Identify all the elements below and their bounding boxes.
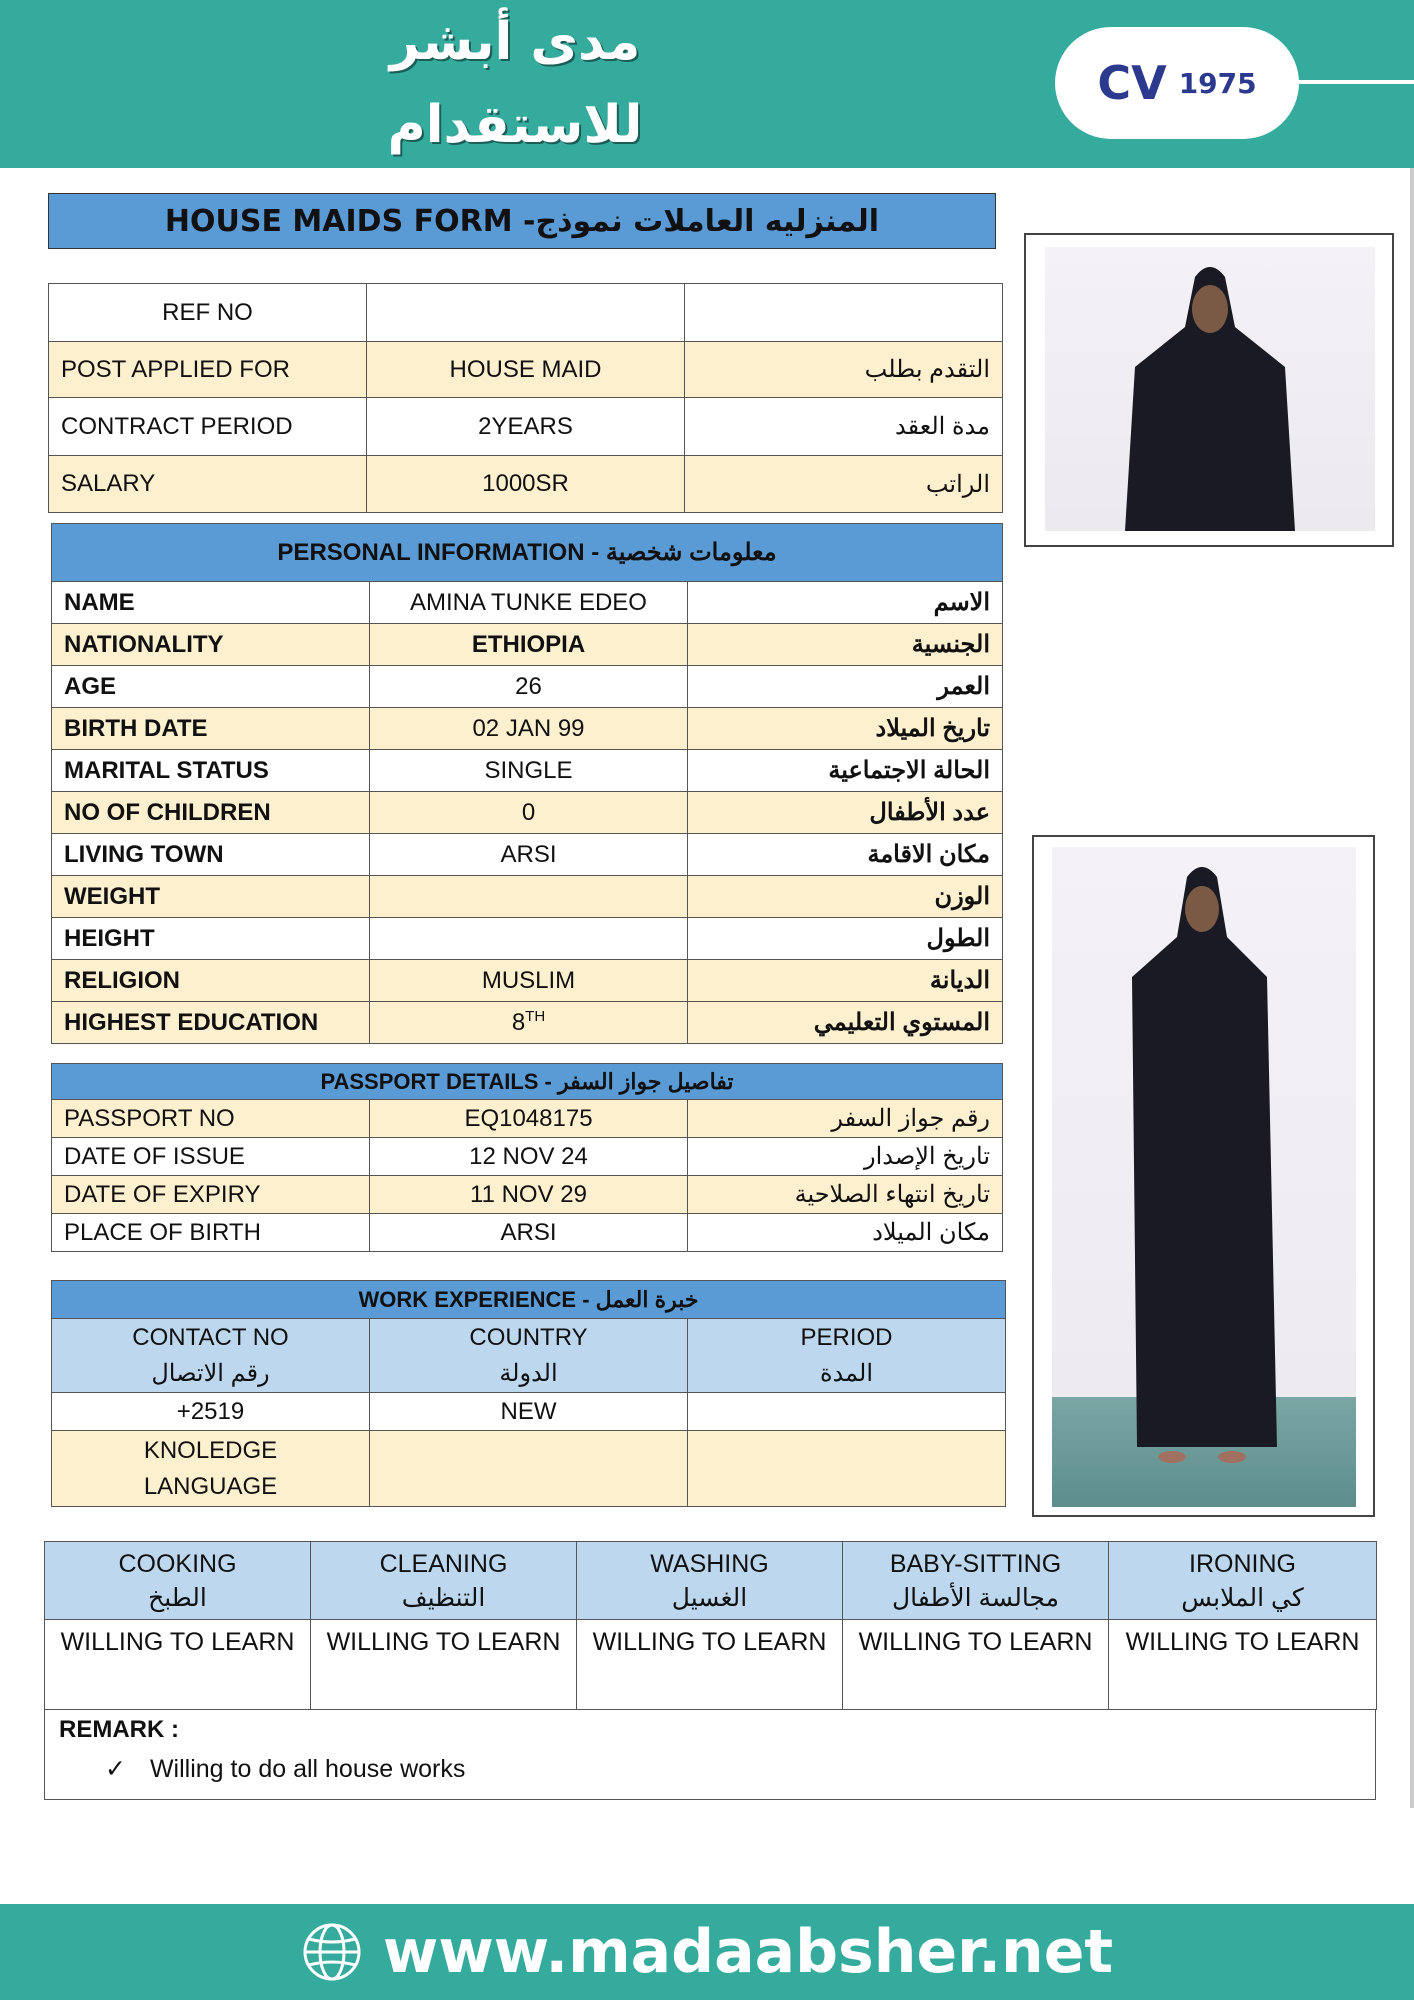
row-label-ar: الراتب bbox=[685, 456, 1003, 513]
table-row bbox=[52, 582, 1003, 624]
column-header-en: CONTACT NO bbox=[132, 1323, 289, 1351]
passport-header: PASSPORT DETAILS - تفاصيل جواز السفر bbox=[52, 1064, 1003, 1100]
skill-label-ar: التنظيف bbox=[401, 1583, 486, 1612]
row-label: AGE bbox=[52, 666, 370, 708]
row-label: BIRTH DATE bbox=[52, 708, 370, 750]
skill-header bbox=[1109, 1542, 1377, 1620]
row-label: WEIGHT bbox=[52, 876, 370, 918]
knowledge-language-label bbox=[52, 1431, 370, 1507]
cv-badge bbox=[1055, 27, 1299, 139]
row-label-ar: مكان الاقامة bbox=[688, 834, 1003, 876]
skill-header bbox=[577, 1542, 843, 1620]
row-label-ar: الاسم bbox=[688, 582, 1003, 624]
table-row bbox=[52, 1138, 1003, 1176]
row-label-ar: المستوي التعليمي bbox=[688, 1002, 1003, 1044]
knowledge-label: KNOLEDGE bbox=[143, 1436, 278, 1464]
cv-number: 1975 bbox=[1178, 66, 1257, 100]
column-header bbox=[52, 1319, 370, 1393]
ref-empty bbox=[685, 284, 1003, 342]
row-label: MARITAL STATUS bbox=[52, 750, 370, 792]
skill-label-ar: مجالسة الأطفال bbox=[892, 1583, 1059, 1612]
row-label: SALARY bbox=[49, 456, 367, 513]
row-value: 26 bbox=[370, 666, 688, 708]
skill-label-en: COOKING bbox=[118, 1549, 237, 1578]
row-label-ar: تاريخ الإصدار bbox=[688, 1138, 1003, 1176]
row-label-ar: تاريخ الميلاد bbox=[688, 708, 1003, 750]
table-row bbox=[52, 750, 1003, 792]
page-edge bbox=[1410, 168, 1414, 1808]
row-label-ar: مدة العقد bbox=[685, 398, 1003, 456]
row-label: NAME bbox=[52, 582, 370, 624]
row-value: ARSI bbox=[370, 834, 688, 876]
header-banner bbox=[0, 0, 1414, 168]
row-value: 1000SR bbox=[367, 456, 685, 513]
table-row bbox=[52, 1393, 1006, 1431]
table-row bbox=[52, 918, 1003, 960]
skill-value: WILLING TO LEARN bbox=[577, 1620, 843, 1710]
checkmark-icon: ✓ bbox=[105, 1755, 126, 1783]
logo-text-line1: مدى أبشر bbox=[389, 12, 641, 72]
row-label-ar: الوزن bbox=[688, 876, 1003, 918]
table-row bbox=[52, 834, 1003, 876]
table-row bbox=[45, 1620, 1377, 1710]
row-value: 2YEARS bbox=[367, 398, 685, 456]
row-value bbox=[370, 1002, 688, 1044]
skill-label-en: BABY-SITTING bbox=[889, 1549, 1062, 1578]
row-label: PASSPORT NO bbox=[52, 1100, 370, 1138]
contact-value: +2519 bbox=[52, 1393, 370, 1431]
row-label: PLACE OF BIRTH bbox=[52, 1214, 370, 1252]
row-value: 12 NOV 24 bbox=[370, 1138, 688, 1176]
skill-header bbox=[843, 1542, 1109, 1620]
skill-value: WILLING TO LEARN bbox=[843, 1620, 1109, 1710]
skill-label-en: WASHING bbox=[650, 1549, 769, 1578]
skill-label-ar: الطبخ bbox=[148, 1583, 207, 1612]
row-label-ar: تاريخ انتهاء الصلاحية bbox=[688, 1176, 1003, 1214]
table-row bbox=[52, 960, 1003, 1002]
row-label-ar: الحالة الاجتماعية bbox=[688, 750, 1003, 792]
row-value: EQ1048175 bbox=[370, 1100, 688, 1138]
row-value bbox=[370, 918, 688, 960]
column-header bbox=[370, 1319, 688, 1393]
table-header bbox=[52, 1281, 1006, 1319]
language-label: LANGUAGE bbox=[143, 1472, 278, 1500]
remark-box bbox=[44, 1709, 1376, 1800]
row-value: MUSLIM bbox=[370, 960, 688, 1002]
personal-info-table bbox=[51, 523, 1003, 1044]
table-row bbox=[52, 708, 1003, 750]
knowledge-value bbox=[688, 1431, 1006, 1507]
table-row bbox=[52, 666, 1003, 708]
table-row bbox=[52, 792, 1003, 834]
column-header-ar: الدولة bbox=[499, 1359, 558, 1387]
full-body-photo bbox=[1052, 847, 1356, 1507]
education-value-sup: TH bbox=[525, 1008, 546, 1025]
person-portrait-icon bbox=[1045, 247, 1375, 531]
table-row bbox=[52, 1176, 1003, 1214]
table-row bbox=[52, 1100, 1003, 1138]
website-link[interactable]: www.madaabsher.net bbox=[382, 1917, 1114, 1987]
row-value: 11 NOV 29 bbox=[370, 1176, 688, 1214]
ref-label: REF NO bbox=[49, 284, 367, 342]
row-value: HOUSE MAID bbox=[367, 342, 685, 398]
skill-value: WILLING TO LEARN bbox=[311, 1620, 577, 1710]
row-label: POST APPLIED FOR bbox=[49, 342, 367, 398]
skill-label-en: IRONING bbox=[1189, 1549, 1296, 1578]
logo-text-line2: للاستقدام bbox=[387, 95, 643, 155]
row-label-ar: مكان الميلاد bbox=[688, 1214, 1003, 1252]
row-label: DATE OF ISSUE bbox=[52, 1138, 370, 1176]
table-header bbox=[52, 524, 1003, 582]
row-label: NATIONALITY bbox=[52, 624, 370, 666]
personal-info-header: PERSONAL INFORMATION - معلومات شخصية bbox=[52, 524, 1003, 582]
table-row bbox=[49, 342, 1003, 398]
skill-label-ar: كي الملابس bbox=[1181, 1583, 1304, 1612]
row-label: HEIGHT bbox=[52, 918, 370, 960]
column-header-ar: المدة bbox=[819, 1359, 874, 1387]
row-label-ar: الجنسية bbox=[688, 624, 1003, 666]
row-label: CONTRACT PERIOD bbox=[49, 398, 367, 456]
form-title: HOUSE MAIDS FORM -المنزليه العاملات نموذج bbox=[48, 193, 996, 249]
row-value: SINGLE bbox=[370, 750, 688, 792]
skill-header bbox=[311, 1542, 577, 1620]
row-label: NO OF CHILDREN bbox=[52, 792, 370, 834]
skill-label-ar: الغسيل bbox=[671, 1583, 748, 1612]
portrait-photo bbox=[1045, 247, 1375, 531]
column-header-en: PERIOD bbox=[800, 1323, 893, 1351]
person-full-body-icon bbox=[1052, 847, 1356, 1507]
work-experience-table bbox=[51, 1280, 1006, 1507]
ref-value bbox=[367, 284, 685, 342]
row-value: 0 bbox=[370, 792, 688, 834]
table-row bbox=[52, 1214, 1003, 1252]
skill-value: WILLING TO LEARN bbox=[45, 1620, 311, 1710]
row-value: ETHIOPIA bbox=[370, 624, 688, 666]
column-header bbox=[688, 1319, 1006, 1393]
table-row bbox=[52, 1319, 1006, 1393]
row-label-ar: عدد الأطفال bbox=[688, 792, 1003, 834]
remark-item bbox=[105, 1754, 465, 1784]
knowledge-value bbox=[370, 1431, 688, 1507]
education-value: 8 bbox=[511, 1009, 526, 1036]
column-header-ar: رقم الاتصال bbox=[151, 1359, 270, 1387]
row-label: RELIGION bbox=[52, 960, 370, 1002]
row-label: DATE OF EXPIRY bbox=[52, 1176, 370, 1214]
row-label: LIVING TOWN bbox=[52, 834, 370, 876]
job-table bbox=[48, 283, 1003, 513]
header-divider-line bbox=[1295, 80, 1414, 84]
table-row bbox=[52, 876, 1003, 918]
row-value: 02 JAN 99 bbox=[370, 708, 688, 750]
row-label-ar: الطول bbox=[688, 918, 1003, 960]
period-value bbox=[688, 1393, 1006, 1431]
full-body-photo-frame bbox=[1032, 835, 1375, 1517]
country-value: NEW bbox=[370, 1393, 688, 1431]
row-value: ARSI bbox=[370, 1214, 688, 1252]
table-row bbox=[49, 456, 1003, 513]
table-row bbox=[52, 1002, 1003, 1044]
skill-header bbox=[45, 1542, 311, 1620]
remark-text: Willing to do all house works bbox=[149, 1755, 466, 1783]
cv-label: CV bbox=[1097, 56, 1167, 110]
table-row bbox=[52, 624, 1003, 666]
work-header: WORK EXPERIENCE - خبرة العمل bbox=[52, 1281, 1006, 1319]
row-value bbox=[370, 876, 688, 918]
row-label: HIGHEST EDUCATION bbox=[52, 1002, 370, 1044]
row-label-ar: رقم جواز السفر bbox=[688, 1100, 1003, 1138]
skill-value: WILLING TO LEARN bbox=[1109, 1620, 1377, 1710]
row-label-ar: العمر bbox=[688, 666, 1003, 708]
row-label-ar: الديانة bbox=[688, 960, 1003, 1002]
portrait-photo-frame bbox=[1024, 233, 1394, 547]
table-row bbox=[49, 284, 1003, 342]
table-row bbox=[49, 398, 1003, 456]
column-header-en: COUNTRY bbox=[469, 1323, 588, 1351]
skills-table bbox=[44, 1541, 1377, 1710]
row-label-ar: التقدم بطلب bbox=[685, 342, 1003, 398]
table-row bbox=[45, 1542, 1377, 1620]
globe-icon bbox=[301, 1921, 363, 1983]
skill-label-en: CLEANING bbox=[379, 1549, 508, 1578]
remark-label: REMARK : bbox=[59, 1716, 179, 1743]
row-value: AMINA TUNKE EDEO bbox=[370, 582, 688, 624]
footer-banner bbox=[0, 1904, 1414, 2000]
table-header bbox=[52, 1064, 1003, 1100]
table-row bbox=[52, 1431, 1006, 1507]
passport-table bbox=[51, 1063, 1003, 1252]
